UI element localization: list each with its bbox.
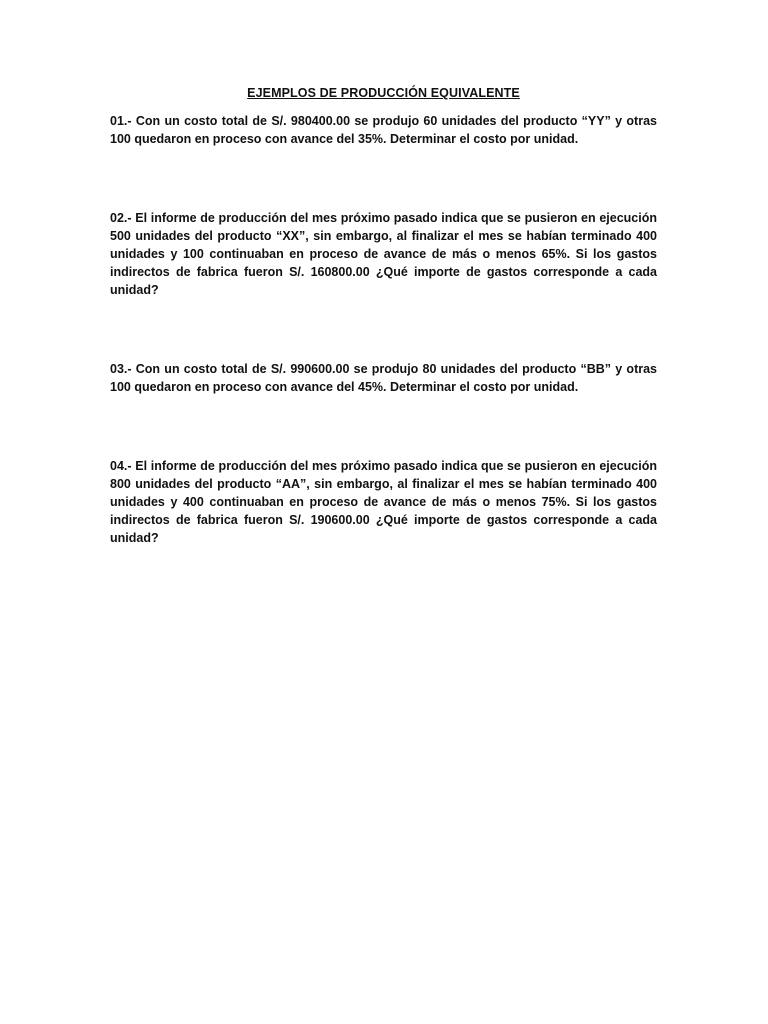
problem-01: 01.- Con un costo total de S/. 980400.00 se produjo 60 unidades del producto “YY” y otras 100 quedaron en proceso con avance del 35%. Determinar el costo por unidad.	[110, 114, 657, 146]
problem-02: 02.- El informe de producción del mes próximo pasado indica que se pusieron en ejecución 500 unidades del producto “XX”, sin embargo, al finalizar el mes se habían terminado 400 unidades y 100 continuaban en proceso de avance de más o menos 65%. Si los gastos indirectos de fabrica fueron S/. 160800.00 ¿Qué importe de gastos corresponde a cada unidad?	[110, 211, 657, 297]
document-page	[110, 86, 657, 547]
problem-04: 04.- El informe de producción del mes próximo pasado indica que se pusieron en ejecución 800 unidades del producto “AA”, sin embargo, al finalizar el mes se habían terminado 400 unidades y 400 continuaban en proceso de avance de más o menos 75%. Si los gastos indirectos de fabrica fueron S/. 190600.00 ¿Qué importe de gastos corresponde a cada unidad?	[110, 459, 657, 545]
problem-03: 03.- Con un costo total de S/. 990600.00 se produjo 80 unidades del producto “BB” y otras 100 quedaron en proceso con avance del 45%. Determinar el costo por unidad.	[110, 362, 657, 394]
document-title: EJEMPLOS DE PRODUCCIÓN EQUIVALENTE	[247, 86, 520, 100]
